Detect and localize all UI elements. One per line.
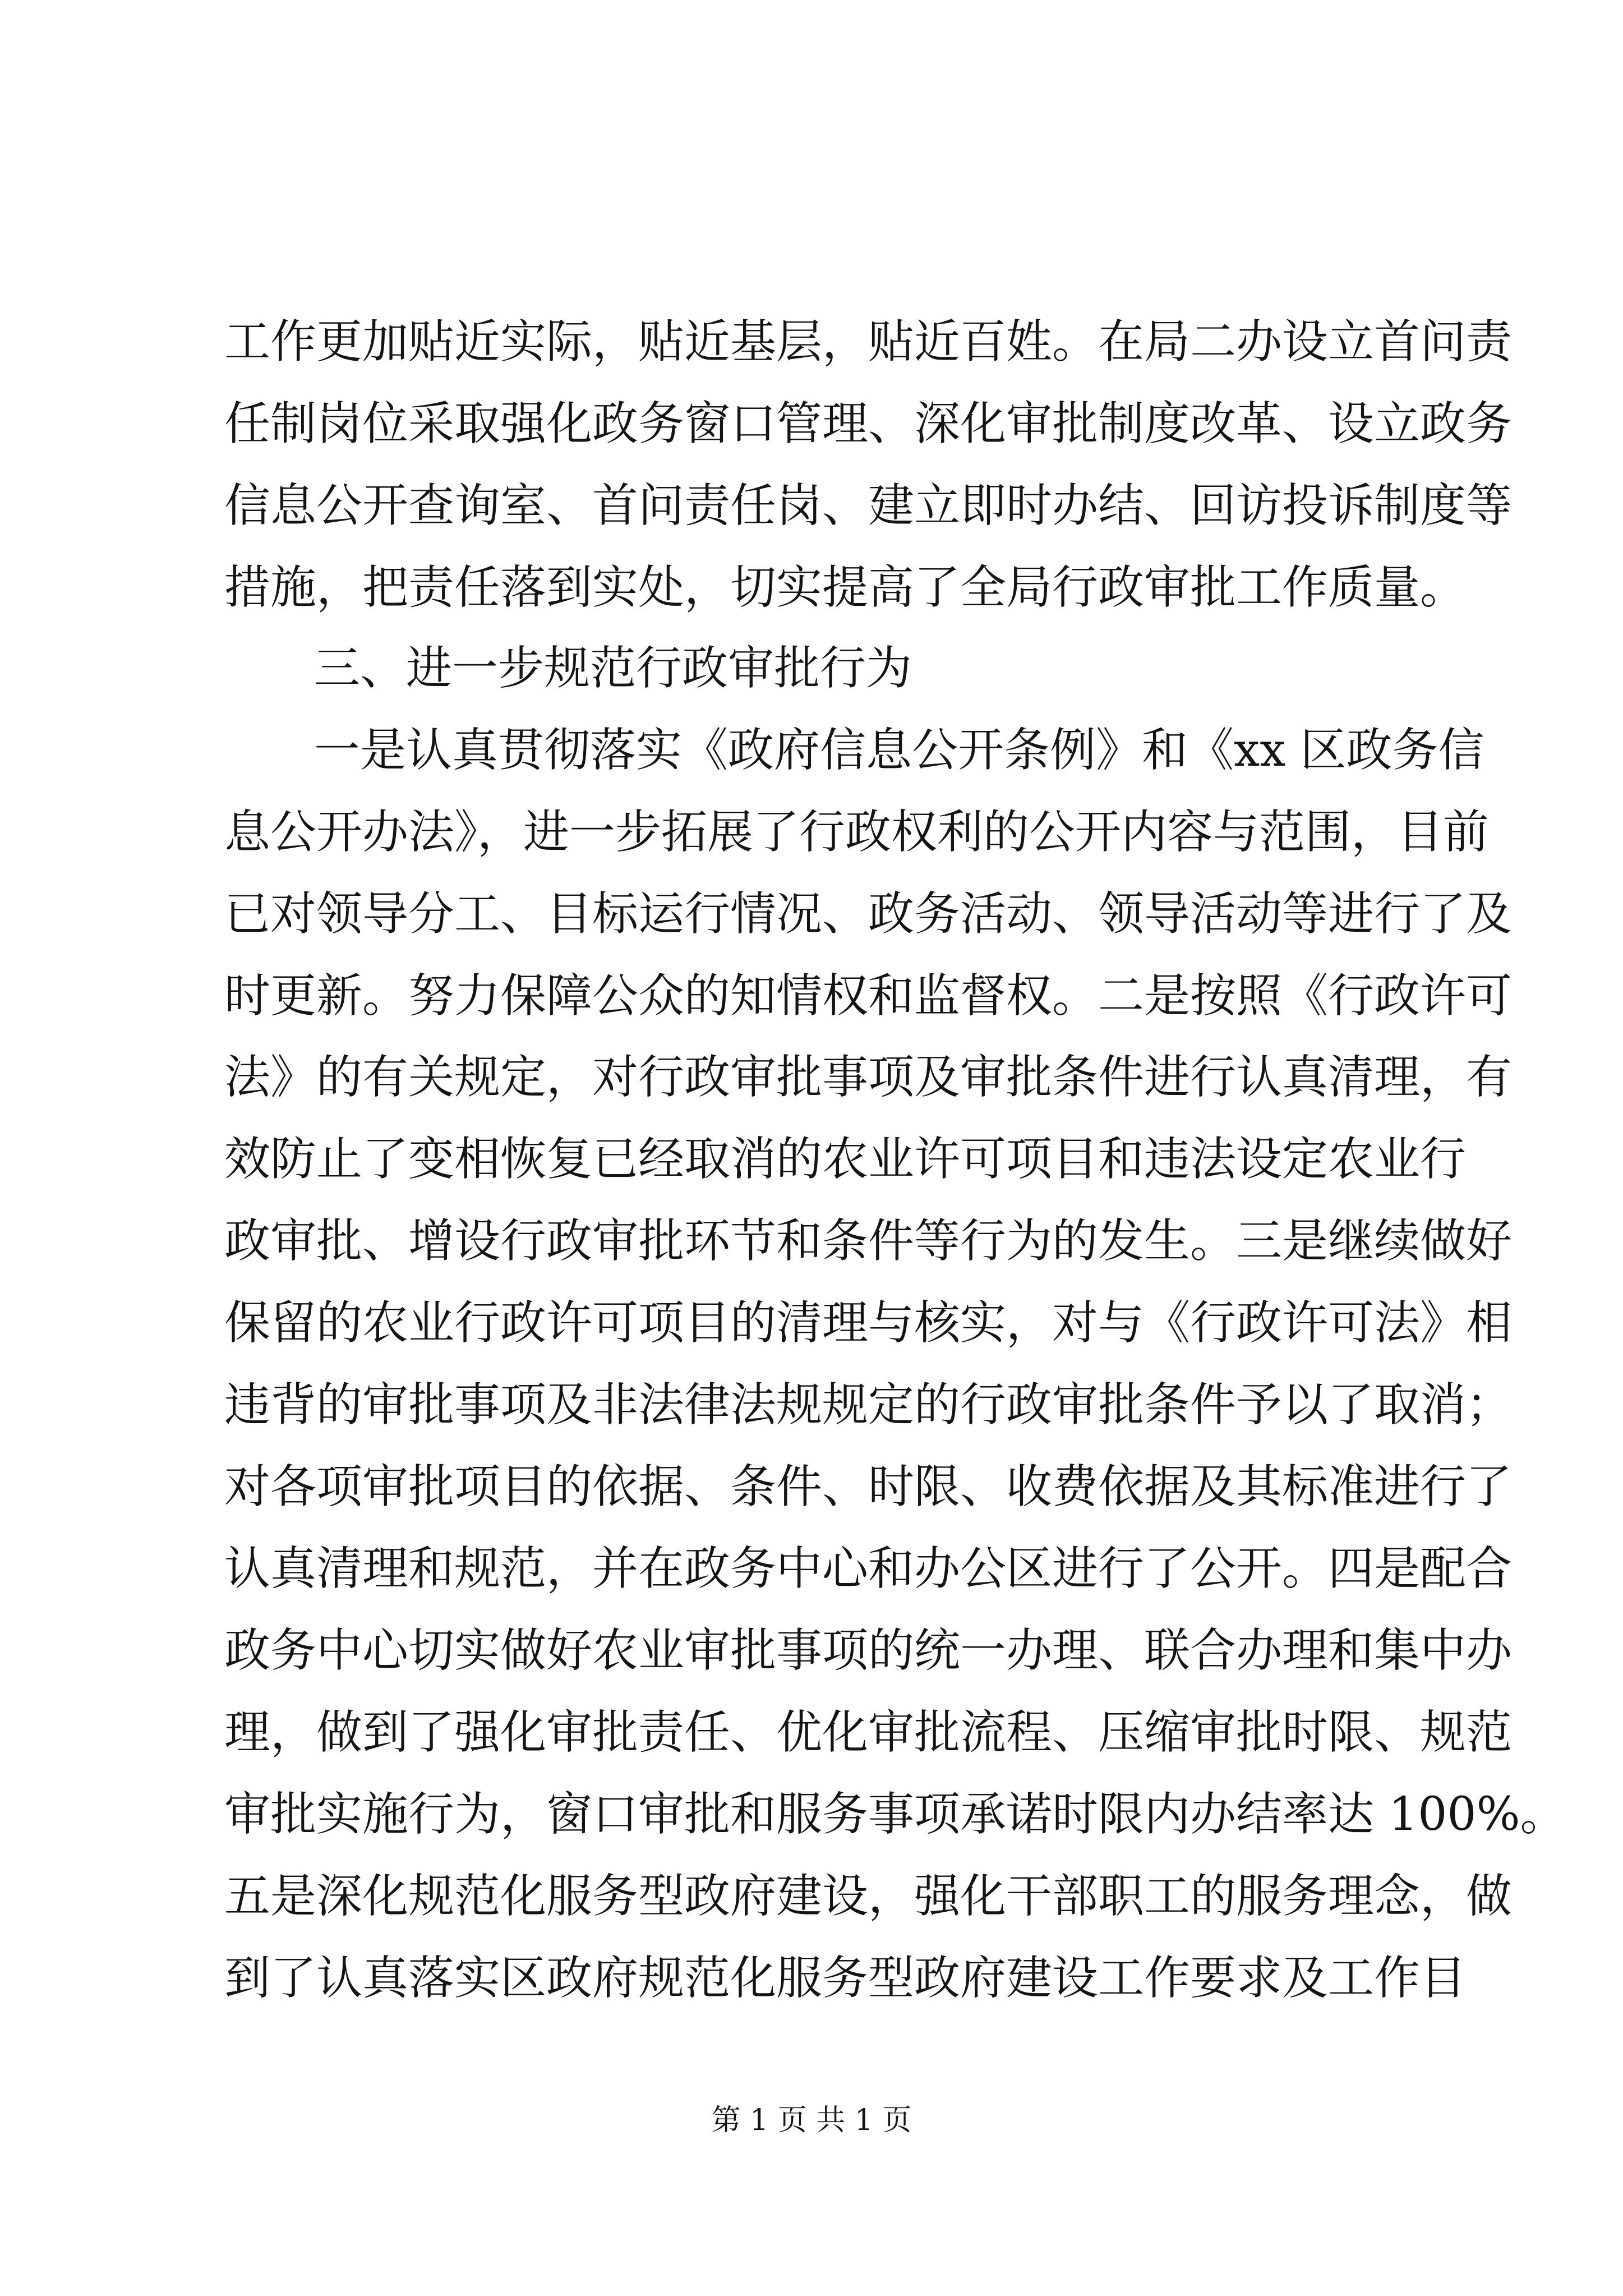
section-heading: 三、进一步规范行政审批行为 (314, 642, 912, 695)
text-line: 理，做到了强化审批责任、优化审批流程、压缩审批时限、规范 (224, 1706, 1513, 1759)
text-line: 政务中心切实做好农业审批事项的统一办理、联合办理和集中办 (224, 1624, 1513, 1677)
text-line: 到了认真落实区政府规范化服务型政府建设工作要求及工作目 (224, 1952, 1467, 2005)
text-line: 审批实施行为，窗口审批和服务事项承诺时限内办结率达 100%。 (224, 1788, 1566, 1841)
text-line: 认真清理和规范，并在政务中心和办公区进行了公开。四是配合 (224, 1542, 1513, 1595)
text-line: 息公开办法》，进一步拓展了行政权利的公开内容与范围，目前 (224, 806, 1490, 859)
text-line: 信息公开查询室、首问责任岗、建立即时办结、回访投诉制度等 (224, 479, 1513, 532)
text-line: 措施，把责任落到实处，切实提高了全局行政审批工作质量。 (224, 561, 1467, 614)
text-line: 五是深化规范化服务型政府建设，强化干部职工的服务理念，做 (224, 1870, 1513, 1923)
text-line: 任制岗位采取强化政务窗口管理、深化审批制度改革、设立政务 (224, 397, 1513, 450)
text-line: 保留的农业行政许可项目的清理与核实，对与《行政许可法》相 (224, 1296, 1513, 1350)
page-footer: 第 1 页 共 1 页 (711, 2104, 912, 2137)
text-line: 效防止了变相恢复已经取消的农业许可项目和违法设定农业行 (224, 1133, 1467, 1186)
text-line: 一是认真贯彻落实《政府信息公开条例》和《xx 区政务信 (314, 724, 1484, 777)
text-line: 时更新。努力保障公众的知情权和监督权。二是按照《行政许可 (224, 969, 1513, 1023)
text-line: 已对领导分工、目标运行情况、政务活动、领导活动等进行了及 (224, 887, 1513, 941)
text-line: 违背的审批事项及非法律法规规定的行政审批条件予以了取消； (224, 1378, 1513, 1432)
text-line: 对各项审批项目的依据、条件、时限、收费依据及其标准进行了 (224, 1460, 1513, 1513)
text-line: 法》的有关规定，对行政审批事项及审批条件进行认真清理，有 (224, 1051, 1513, 1104)
text-line: 工作更加贴近实际，贴近基层，贴近百姓。在局二办设立首问责 (224, 315, 1513, 369)
text-line: 政审批、增设行政审批环节和条件等行为的发生。三是继续做好 (224, 1214, 1513, 1268)
